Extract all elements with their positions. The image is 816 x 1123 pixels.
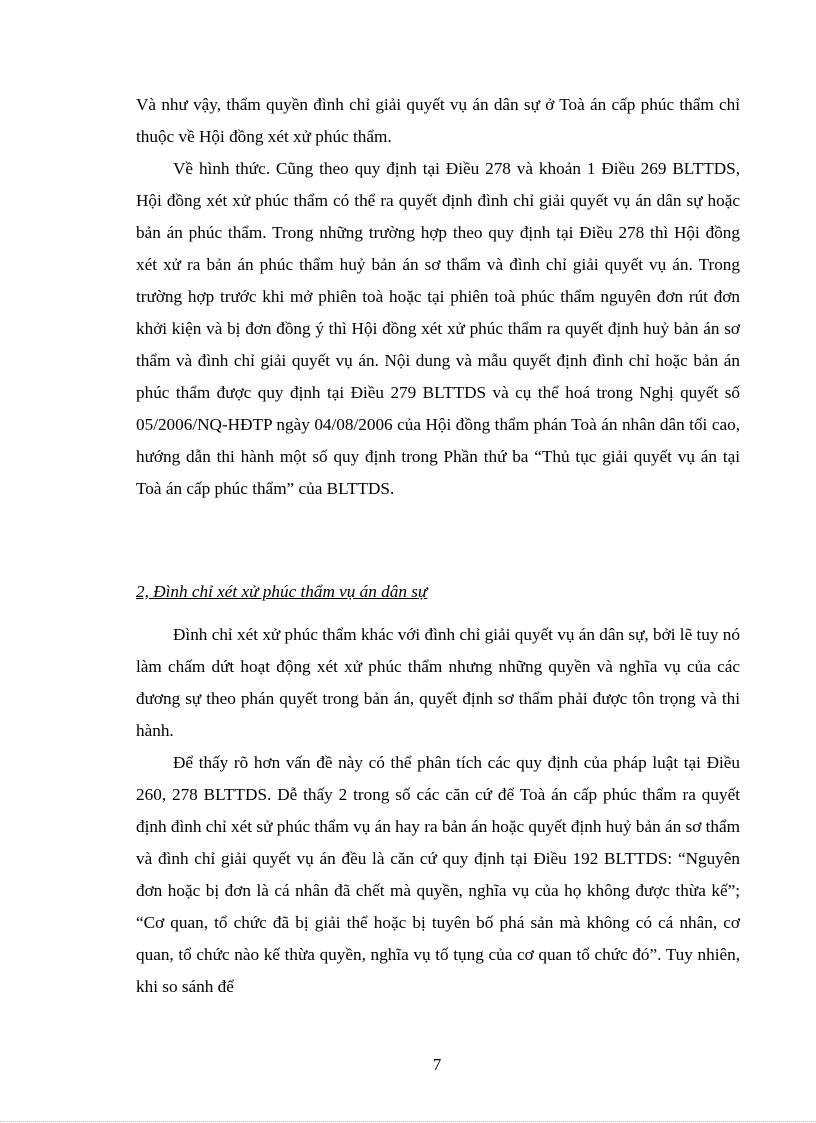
page-bottom-divider	[0, 1121, 816, 1122]
paragraph: Về hình thức. Cũng theo quy định tại Điều 278 và khoản 1 Điều 269 BLTTDS, Hội đồng xét xử phúc thẩm có thể ra quyết định đình chỉ giải quyết vụ án dân sự hoặc bản án phúc thẩm. Trong những trường hợp theo quy định tại Điều 278 thì Hội đồng xét xử ra bản án phúc thẩm huỷ bản án sơ thẩm và đình chỉ giải quyết vụ án. Trong trường hợp trước khi mở phiên toà hoặc tại phiên toà phúc thẩm nguyên đơn rút đơn khởi kiện và bị đơn đồng ý thì Hội đồng xét xử phúc thẩm ra quyết định huỷ bản án sơ thẩm và đình chỉ giải quyết vụ án. Nội dung và mẫu quyết định đình chỉ hoặc bản án phúc thẩm được quy định tại Điều 279 BLTTDS và cụ thể hoá trong Nghị quyết số 05/2006/NQ-HĐTP ngày 04/08/2006 của Hội đồng thẩm phán Toà án nhân dân tối cao, hướng dẫn thi hành một số quy định trong Phần thứ ba “Thủ tục giải quyết vụ án tại Toà án cấp phúc thẩm” của BLTTDS.	[136, 159, 740, 498]
section-heading: 2, Đình chỉ xét xử phúc thẩm vụ án dân sự	[136, 582, 428, 601]
text-block-top	[136, 89, 740, 505]
paragraph: Đình chỉ xét xử phúc thẩm khác với đình chỉ giải quyết vụ án dân sự, bởi lẽ tuy nó làm chấm dứt hoạt động xét xử phúc thẩm nhưng những quyền và nghĩa vụ của các đương sự theo phán quyết trong bản án, quyết định sơ thẩm phải được tôn trọng và thi hành.	[136, 625, 740, 740]
paragraph: Và như vậy, thẩm quyền đình chỉ giải quyết vụ án dân sự ở Toà án cấp phúc thẩm chỉ thuộc về Hội đồng xét xử phúc thẩm.	[136, 95, 740, 146]
text-block-bottom	[136, 619, 740, 1003]
paragraph: Để thấy rõ hơn vấn đề này có thể phân tích các quy định của pháp luật tại Điều 260, 278 BLTTDS. Dễ thấy 2 trong số các căn cứ để Toà án cấp phúc thẩm ra quyết định đình chỉ xét sử phúc thẩm vụ án hay ra bản án hoặc quyết định huỷ bản án sơ thẩm và đình chỉ giải quyết vụ án đều là căn cứ quy định tại Điều 192 BLTTDS: “Nguyên đơn hoặc bị đơn là cá nhân đã chết mà quyền, nghĩa vụ của họ không được thừa kế”; “Cơ quan, tổ chức đã bị giải thể hoặc bị tuyên bố phá sản mà không có cá nhân, cơ quan, tổ chức nào kế thừa quyền, nghĩa vụ tố tụng của cơ quan tổ chức đó”. Tuy nhiên, khi so sánh để	[136, 753, 740, 996]
page-number: 7	[432, 1055, 442, 1074]
